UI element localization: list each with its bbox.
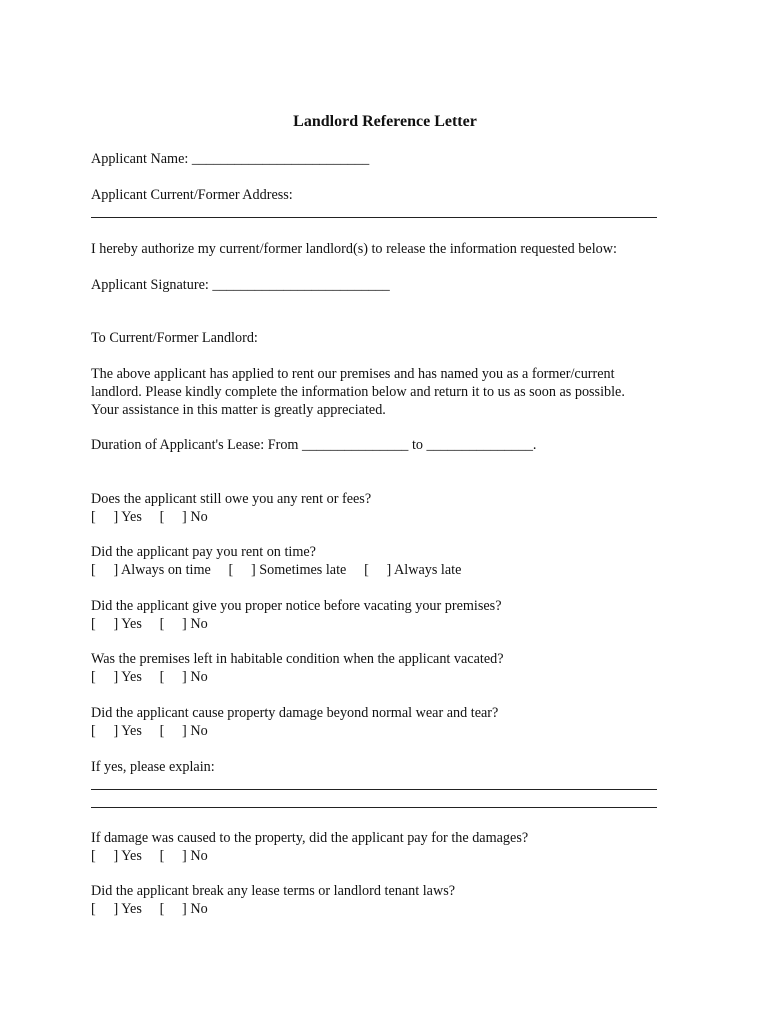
question-text: Did the applicant cause property damage beyond normal wear and tear?: [91, 705, 499, 721]
applicant-signature-field: Applicant Signature: _________________________: [91, 277, 390, 293]
authorization-text: I hereby authorize my current/former landlord(s) to release the information requested below:: [91, 241, 617, 257]
checkbox-option-no[interactable]: [ ] No: [159, 509, 208, 525]
explain-label: If yes, please explain:: [91, 759, 215, 775]
applicant-name-field: Applicant Name: _________________________: [91, 151, 370, 167]
checkbox-option-no[interactable]: [ ] No: [159, 901, 208, 917]
checkbox-option-yes[interactable]: [ ] Yes: [91, 901, 142, 917]
checkbox-option-always-on-time[interactable]: [ ] Always on time: [91, 562, 211, 578]
answer-options: [91, 508, 208, 526]
intro-paragraph-line: The above applicant has applied to rent our premises and has named you as a former/current: [91, 366, 615, 382]
salutation: To Current/Former Landlord:: [91, 330, 258, 346]
answer-options: [91, 847, 208, 865]
lease-duration-field: Duration of Applicant's Lease: From _______________ to _______________.: [91, 437, 537, 453]
address-blank-line: [91, 217, 657, 218]
document-title: Landlord Reference Letter: [293, 113, 477, 130]
answer-options: [91, 722, 208, 740]
question-text: Does the applicant still owe you any rent or fees?: [91, 491, 372, 507]
checkbox-option-no[interactable]: [ ] No: [159, 616, 208, 632]
checkbox-option-yes[interactable]: [ ] Yes: [91, 848, 142, 864]
answer-options: [91, 615, 208, 633]
applicant-address-label: Applicant Current/Former Address:: [91, 187, 293, 203]
question-text: Did the applicant break any lease terms or landlord tenant laws?: [91, 883, 456, 899]
checkbox-option-yes[interactable]: [ ] Yes: [91, 509, 142, 525]
intro-paragraph-line: landlord. Please kindly complete the information below and return it to us as soon as possible.: [91, 384, 625, 400]
checkbox-option-yes[interactable]: [ ] Yes: [91, 723, 142, 739]
answer-options: [91, 561, 461, 579]
question-text: Did the applicant pay you rent on time?: [91, 544, 316, 560]
checkbox-option-sometimes-late[interactable]: [ ] Sometimes late: [228, 562, 347, 578]
answer-options: [91, 668, 208, 686]
checkbox-option-no[interactable]: [ ] No: [159, 669, 208, 685]
answer-options: [91, 900, 208, 918]
explain-blank-line[interactable]: [91, 807, 657, 808]
question-text: Did the applicant give you proper notice before vacating your premises?: [91, 598, 502, 614]
checkbox-option-yes[interactable]: [ ] Yes: [91, 616, 142, 632]
intro-paragraph-line: Your assistance in this matter is greatly appreciated.: [91, 402, 386, 418]
checkbox-option-no[interactable]: [ ] No: [159, 723, 208, 739]
explain-blank-line[interactable]: [91, 789, 657, 790]
question-text: Was the premises left in habitable condition when the applicant vacated?: [91, 651, 504, 667]
checkbox-option-no[interactable]: [ ] No: [159, 848, 208, 864]
checkbox-option-always-late[interactable]: [ ] Always late: [364, 562, 462, 578]
question-text: If damage was caused to the property, did the applicant pay for the damages?: [91, 830, 529, 846]
checkbox-option-yes[interactable]: [ ] Yes: [91, 669, 142, 685]
